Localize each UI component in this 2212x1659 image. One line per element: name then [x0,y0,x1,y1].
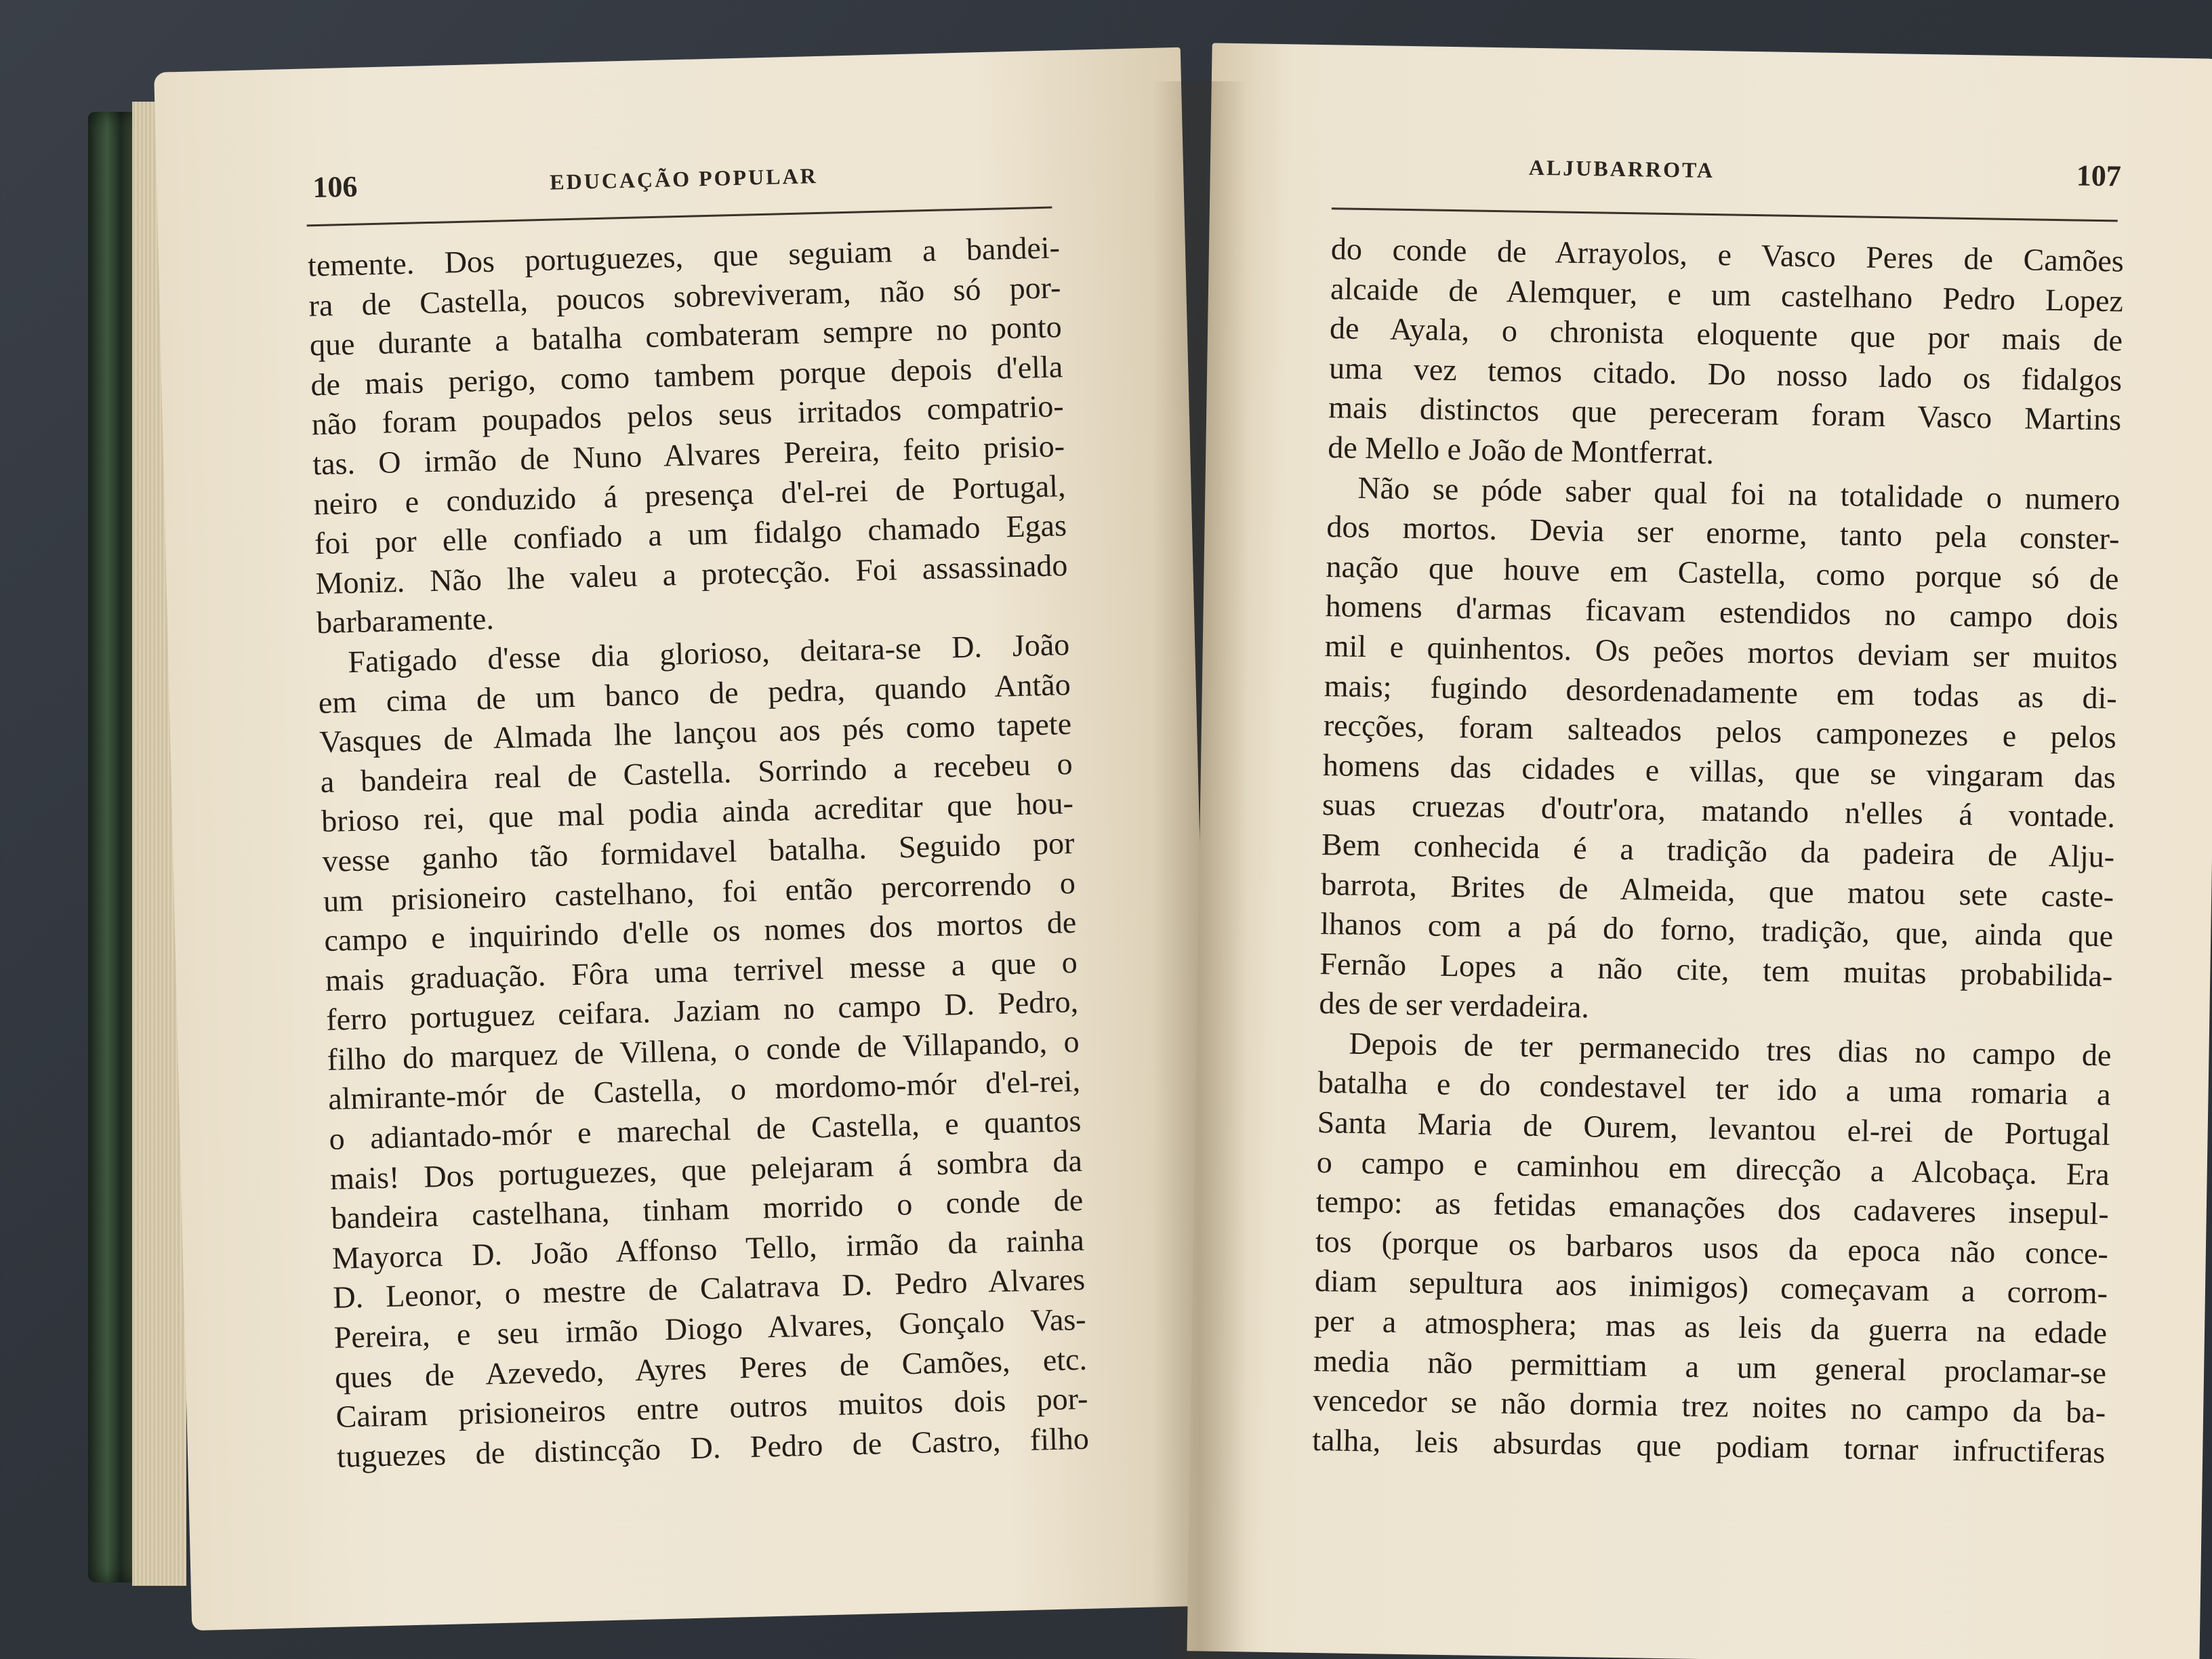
text-line: mais! Dos portuguezes, que pelejaram á sombra da [329,1143,1083,1196]
text-line: nação que houve em Castella, como porque só de [1326,548,2119,596]
text-line: Depois de ter permanecido tres dias no campo de [1349,1025,2112,1073]
text-line: D. Leonor, o mestre de Calatrava D. Pedro Alvares [332,1262,1086,1315]
text-line: filho do marquez de Villena, o conde de Villapando, o [327,1023,1080,1077]
text-line: mais; fugindo desordenadamente em todas as di- [1324,668,2118,716]
text-line: diam sepultura aos inimigos) começavam a corrom- [1314,1263,2108,1311]
text-line: o campo e caminhou em direcção a Alcobaça. Era [1316,1144,2110,1192]
text-line: tos (porque os barbaros usos da epoca não conce- [1315,1223,2109,1271]
right-page [1187,43,2212,1659]
right-page-number: 107 [2076,159,2122,193]
text-line: do conde de Arrayolos, e Vasco Peres de Camões [1330,231,2125,279]
text-line: talha, leis absurdas que podiam tornar infructiferas [1311,1422,2106,1470]
text-line: Não se póde saber qual foi na totalidade o numero [1357,470,2121,517]
right-page-header [1210,144,2212,214]
text-line: campo e inquirindo d'elle os nomes dos mortos de [323,905,1077,958]
text-line: mais graduação. Fôra uma terrivel messe a que o [325,944,1078,998]
text-line: Pereira, e seu irmão Diogo Alvares, Gonçalo Vas- [333,1301,1087,1355]
text-line: o adiantado-mór e marechal de Castella, e quantos [329,1103,1082,1157]
text-line: brioso rei, que mal podia ainda acreditar que hou- [321,785,1074,839]
text-line: Moniz. Não lhe valeu a protecção. Foi assassinado [314,547,1068,600]
text-line: Santa Maria de Ourem, levantou el-rei de Portugal [1317,1105,2110,1152]
text-line: tuguezes de distincção D. Pedro de Castro, filho [336,1420,1090,1474]
text-line: não foram poupados pelos seus irritados compatrio- [311,388,1065,442]
text-line: lhanos com a pá do forno, tradição, que, ainda que [1319,906,2114,954]
text-line: vencedor se não dormia trez noites no campo da ba- [1312,1382,2106,1430]
text-line: mais distinctos que pereceram foram Vasco Martins [1328,390,2122,437]
text-line: Mayorca D. João Affonso Tello, irmão da rainha [331,1222,1085,1275]
text-line: barbaramente. [316,601,495,640]
text-line: de Ayala, o chronista eloquente que por mais de [1329,310,2123,358]
text-line: recções, foram salteados pelos camponezes e pelos [1323,708,2117,755]
text-line: tas. O irmão de Nuno Alvares Pereira, feito prisio- [312,428,1065,482]
text-line: ferro portuguez ceifara. Jaziam no campo D. Pedro, [325,984,1079,1038]
text-line: Bem conhecida é a tradição da padeira de Alju- [1321,827,2115,874]
right-body-text [1312,229,2124,1473]
text-line: media não permittiam a um general proclamar-se [1313,1343,2107,1391]
text-line: dos mortos. Devia ser enorme, tanto pela conster- [1326,509,2120,556]
left-page [154,47,1218,1631]
text-line: Vasques de Almada lhe lançou aos pés como tapete [319,706,1072,760]
left-page-number: 106 [312,169,358,205]
text-line: bandeira castelhana, tinham morrido o conde de [330,1183,1084,1236]
text-line: batalha e do condestavel ter ido a uma romaria a [1317,1065,2111,1112]
text-line: Fernão Lopes a não cite, tem muitas probabilida- [1319,945,2113,994]
text-line: ques de Azevedo, Ayres Peres de Camões, etc. [334,1341,1088,1395]
text-line: tempo: as fetidas emanações dos cadaveres insepul- [1315,1184,2110,1231]
right-running-title: ALJUBARROTA [1528,155,1715,183]
text-line: uma vez temos citado. Do nosso lado os fidalgos [1328,350,2123,398]
text-line: suas cruezas d'outr'ora, matando n'elles á vontade. [1322,787,2116,834]
text-line: alcaide de Alemquer, e um castelhano Pedro Lopez [1330,270,2124,319]
text-line: temente. Dos portuguezes, que seguiam a bandei- [307,230,1061,283]
text-line: que durante a batalha combateram sempre no ponto [309,309,1063,363]
text-line: foi por elle confiado a um fidalgo chamado Egas [314,508,1067,561]
text-line: almirante-mór de Castella, o mordomo-mór d'el-rei, [327,1063,1081,1117]
left-body-text [307,228,1089,1477]
text-line: mil e quinhentos. Os peões mortos deviam ser muitos [1324,628,2118,676]
book-gutter-shadow [1152,81,1247,1659]
text-line: Fatigado d'esse dia glorioso, deitara-se D. João [347,627,1070,680]
text-line: neiro e conduzido á presença d'el-rei de Portugal, [313,468,1067,521]
text-line: a bandeira real de Castella. Sorrindo a recebeu o [320,745,1073,799]
text-line: vesse ganho tão formidavel batalha. Seguido por [322,825,1075,879]
text-line: em cima de um banco de pedra, quando Antão [318,666,1071,720]
text-line: barrota, Brites de Almeida, que matou sete caste- [1320,866,2114,914]
text-line: homens das cidades e villas, que se vingaram das [1322,747,2116,795]
text-line: Cairam prisioneiros entre outros muitos dois por- [335,1380,1088,1435]
text-line: per a atmosphera; mas as leis da guerra na edade [1313,1303,2108,1351]
text-line: de Mello e João de Montferrat. [1327,430,1715,471]
text-line: um prisioneiro castelhano, foi então percorrendo o [323,865,1076,918]
text-line: des de ser verdadeira. [1319,985,1590,1025]
text-line: homens d'armas ficavam estendidos no campo dois [1325,588,2118,636]
left-running-title: EDUCAÇÃO POPULAR [549,163,819,194]
text-line: ra de Castella, poucos sobreviveram, não só por- [308,269,1061,323]
text-line: de mais perigo, como tambem porque depois d'ella [310,349,1063,403]
